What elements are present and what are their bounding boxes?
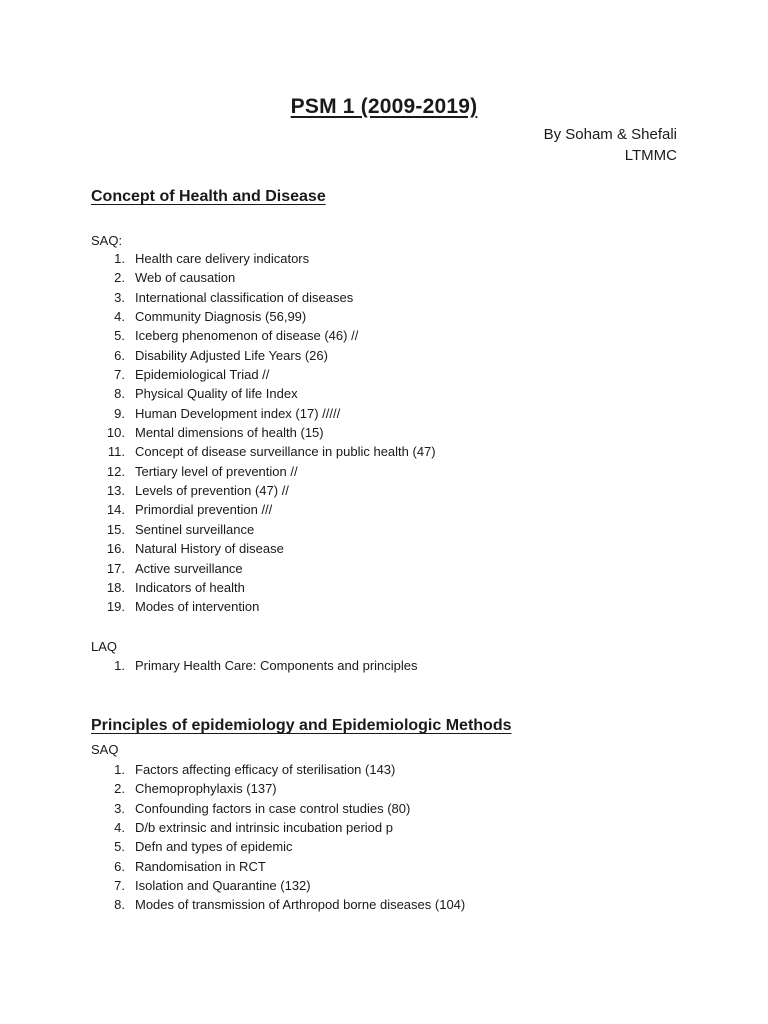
list-item-text: Disability Adjusted Life Years (26) [135,347,328,363]
list-item [91,818,465,837]
list-item-text: Isolation and Quarantine (132) [135,878,311,894]
list-item [91,249,436,268]
document-title: PSM 1 (2009-2019) [290,95,478,118]
list-item-text: Human Development index (17) ///// [135,405,341,421]
list-item [91,307,436,326]
list-item [91,462,436,481]
list-item-text: D/b extrinsic and intrinsic incubation period p [135,820,393,836]
list-item-text: Concept of disease surveillance in public health (47) [135,444,436,460]
list-item-text: Tertiary level of prevention // [135,463,298,479]
list-item-number: 9. [114,405,125,421]
list-item [91,857,465,876]
list-item [91,779,465,798]
list-item-number: 4. [114,820,125,836]
list-item [91,559,436,578]
list-item-text: Web of causation [135,270,236,286]
list-item [91,578,436,597]
list-item-number: 6. [114,347,125,363]
list-item-text: Randomisation in RCT [135,858,266,874]
list-item [91,520,436,539]
saq-list-health-disease [91,249,436,617]
list-item-number: 1. [114,251,125,266]
saq-list-epidemiology [91,760,465,915]
list-item-text: Primordial prevention /// [135,502,273,518]
list-item [91,539,436,558]
author-names: By Soham & Shefali [543,126,677,143]
list-item-number: 10. [106,425,125,441]
laq-label: LAQ [91,639,118,654]
list-item-number: 16. [106,541,125,557]
list-item-number: 5. [114,839,125,855]
list-item-text: International classification of diseases [135,289,354,305]
list-item-number: 5. [114,328,125,344]
list-item-text: Factors affecting efficacy of sterilisation (143) [135,762,396,777]
list-item-text: Epidemiological Triad // [135,367,270,383]
list-item-text: Natural History of disease [135,541,284,557]
list-item-number: 12. [106,463,125,479]
list-item-number: 1. [114,762,125,777]
list-item [91,656,418,675]
list-item-text: Iceberg phenomenon of disease (46) // [135,328,359,344]
list-item-number: 19. [106,599,125,615]
list-item [91,481,436,500]
list-item [91,876,465,895]
list-item-number: 11. [107,444,125,460]
list-item-number: 2. [114,781,125,797]
section-heading-health-disease: Concept of Health and Disease [91,188,326,205]
list-item-text: Chemoprophylaxis (137) [135,781,277,797]
list-item-text: Primary Health Care: Components and principles [135,658,418,673]
list-item [91,597,436,616]
list-item [91,268,436,287]
list-item [91,760,465,779]
list-item [91,326,436,345]
list-item-text: Levels of prevention (47) // [135,483,289,499]
list-item [91,837,465,856]
list-item-number: 13. [106,483,125,499]
list-item-number: 3. [114,289,125,305]
list-item [91,500,436,519]
list-item-number: 14. [106,502,125,518]
list-item-number: 4. [114,309,125,325]
list-item [91,346,436,365]
list-item-text: Defn and types of epidemic [135,839,293,855]
laq-list-health-disease [91,656,418,675]
list-item-number: 7. [114,367,125,383]
list-item-text: Indicators of health [135,579,245,595]
list-item-number: 17. [106,560,125,576]
list-item-number: 2. [114,270,125,286]
list-item-text: Active surveillance [135,560,243,576]
list-item-text: Modes of transmission of Arthropod borne diseases (104) [135,897,466,913]
section-heading-epidemiology: Principles of epidemiology and Epidemiologic Methods [91,717,512,734]
author-institution: LTMMC [624,147,677,164]
list-item-text: Modes of intervention [135,599,260,615]
list-item-number: 6. [114,858,125,874]
list-item-text: Health care delivery indicators [135,251,310,266]
list-item-number: 8. [114,386,125,402]
list-item-text: Physical Quality of life Index [135,386,298,402]
list-item-number: 3. [114,800,125,816]
list-item-number: 18. [106,579,125,595]
list-item-number: 1. [114,658,125,673]
list-item-text: Mental dimensions of health (15) [135,425,324,441]
list-item [91,404,436,423]
list-item-text: Sentinel surveillance [135,521,255,537]
list-item [91,895,465,914]
list-item-number: 8. [114,897,125,913]
list-item-text: Confounding factors in case control studies (80) [135,800,411,816]
list-item-number: 15. [106,521,125,537]
list-item [91,288,436,307]
list-item-number: 7. [114,878,125,894]
saq-label: SAQ: [91,233,123,248]
list-item [91,365,436,384]
list-item [91,442,436,461]
list-item-text: Community Diagnosis (56,99) [135,309,307,325]
list-item [91,799,465,818]
saq-label: SAQ [91,742,119,757]
list-item [91,423,436,442]
list-item [91,384,436,403]
